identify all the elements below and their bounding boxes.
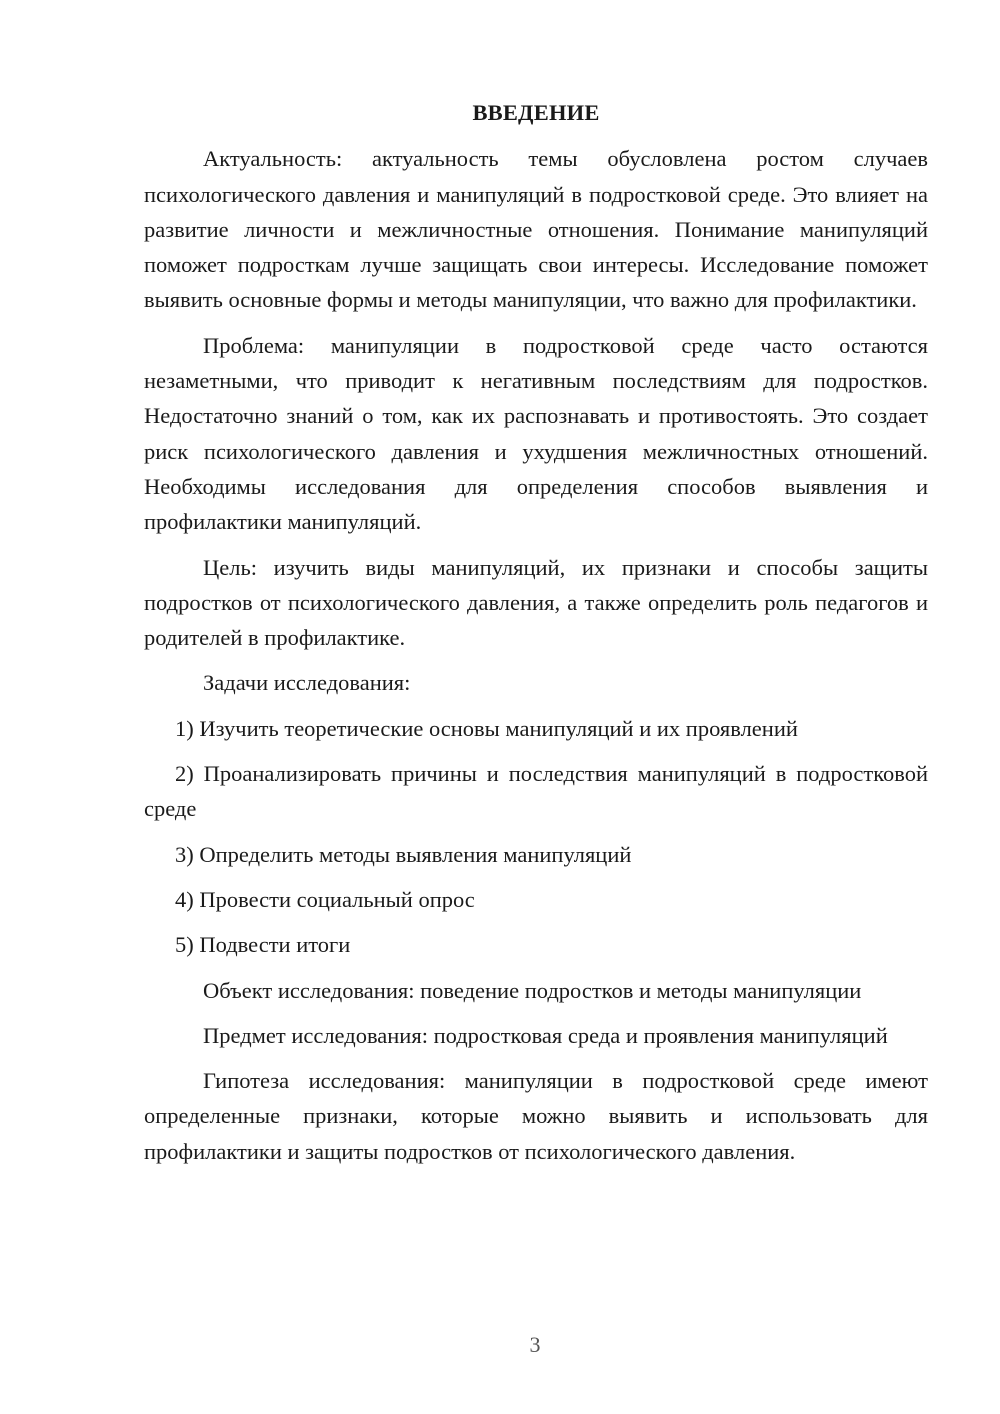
task-item: 3) Определить методы выявления манипуляций (175, 841, 632, 867)
tasks-list (144, 711, 928, 963)
task-item: 5) Подвести итоги (175, 932, 351, 958)
task-item: 2) Проанализировать причины и последствия манипуляций в подростковой среде (144, 761, 928, 822)
page-number: 3 (529, 1332, 541, 1357)
goal-paragraph: Цель: изучить виды манипуляций, их признаки и способы защиты подростков от психологического давления, а также определить роль педагогов и родителей в профилактике. (144, 554, 928, 651)
tasks-heading: Задачи исследования: (203, 670, 411, 696)
hypothesis-paragraph: Гипотеза исследования: манипуляции в подростковой среде имеют определенные признаки, которые можно выявить и использовать для профилактики и защиты подростков от психологического давления. (144, 1068, 928, 1164)
object-paragraph: Объект исследования: поведение подростков и методы манипуляции (203, 977, 862, 1003)
task-item: 1) Изучить теоретические основы манипуляций и их проявлений (175, 715, 798, 741)
relevance-paragraph: Актуальность: актуальность темы обусловлена ростом случаев психологического давления и манипуляций в подростковой среде. Это влияет на развитие личности и межличностные отношения. Понимание манипуляций поможет подросткам лучше защищать свои интересы. Исследование поможет выявить основные формы и методы манипуляции, что важно для профилактики. (144, 146, 928, 313)
page-content (144, 95, 928, 1179)
section-title: ВВЕДЕНИЕ (472, 100, 600, 125)
task-item: 4) Провести социальный опрос (175, 886, 475, 912)
problem-paragraph: Проблема: манипуляции в подростковой среде часто остаются незаметными, что приводит к негативным последствиям для подростков. Недостаточно знаний о том, как их распознавать и противостоять. Это создает риск психологического давления и ухудшения межличностных отношений. Необходимы исследования для определения способов выявления и профилактики манипуляций. (144, 332, 928, 535)
subject-paragraph: Предмет исследования: подростковая среда и проявления манипуляций (203, 1022, 888, 1048)
